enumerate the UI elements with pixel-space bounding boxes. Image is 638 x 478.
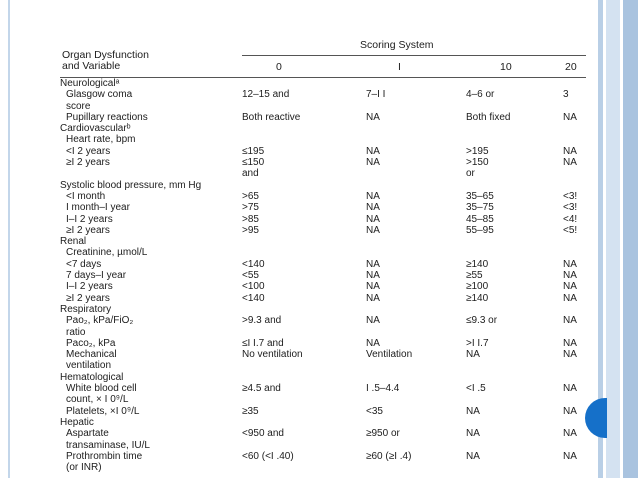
score-cell-c2: I .5–4.4 (366, 383, 400, 395)
score-cell-c2: NA (366, 213, 380, 225)
score-cell-c3: >150 (466, 157, 489, 169)
score-cell-c4: <5! (563, 224, 578, 236)
scoring-system-header: Scoring System (360, 39, 434, 51)
score-cell-c4: NA (563, 349, 577, 361)
score-cell-c2: 7–I I (366, 89, 386, 101)
score-cell-c4: NA (563, 405, 577, 417)
organ-column-header (62, 50, 149, 72)
score-cell-c1: ≤195 (242, 145, 265, 157)
table-header (60, 38, 586, 76)
score-cell-c3: NA (466, 405, 480, 417)
score-cell-c2: NA (366, 111, 380, 123)
table-row (60, 440, 586, 451)
score-cell-c4: NA (563, 157, 577, 169)
row-label: Pao₂, kPa/FiO₂ (66, 315, 134, 327)
row-label: Creatinine, µmol/L (66, 247, 148, 259)
row-label: Prothrombin time (66, 450, 143, 462)
score-cell-c1: <100 (242, 281, 265, 293)
score-cell-c3: ≥100 (466, 281, 489, 293)
score-cell-c1: <55 (242, 270, 259, 282)
score-cell-c1: >75 (242, 202, 259, 214)
score-cell-c1: and (242, 168, 259, 180)
score-cell-c1: Both reactive (242, 111, 301, 123)
score-cell-c1: No ventilation (242, 349, 303, 361)
table-row (60, 406, 586, 417)
row-label: ≥I 2 years (66, 224, 110, 236)
table-row (60, 451, 586, 462)
table-row (60, 315, 586, 326)
score-cell-c4: NA (563, 450, 577, 462)
organ-header-line2: and Variable (62, 60, 121, 72)
score-cell-c4: 3 (563, 89, 569, 101)
table-row (60, 394, 586, 405)
score-cell-c3: 35–75 (466, 202, 494, 214)
score-cell-c3: 55–95 (466, 224, 494, 236)
row-label: Hematological (60, 371, 124, 383)
score-cell-c3: NA (466, 349, 480, 361)
score-cell-c4: NA (563, 145, 577, 157)
row-label: (or INR) (66, 462, 102, 474)
table-row (60, 259, 586, 270)
table-row (60, 383, 586, 394)
row-label: ≥I 2 years (66, 157, 110, 169)
score-cell-c4: NA (563, 292, 577, 304)
score-cell-c3: ≥140 (466, 292, 489, 304)
score-cell-c3: >195 (466, 145, 489, 157)
row-label: ≥I 2 years (66, 292, 110, 304)
score-cell-c3: 4–6 or (466, 89, 495, 101)
score-cell-c1: 12–15 and (242, 89, 290, 101)
row-label: Platelets, ×I 0⁹/L (66, 405, 140, 417)
table-row (60, 134, 586, 145)
table-row (60, 101, 586, 112)
slide-border-left (8, 0, 10, 478)
score-20-header: 20 (565, 61, 577, 73)
row-label: Heart rate, bpm (66, 134, 136, 146)
table-row (60, 462, 586, 473)
score-cell-c4: NA (563, 315, 577, 327)
row-label: I month–I year (66, 202, 130, 214)
score-cell-c3: ≥55 (466, 270, 483, 282)
score-cell-c3: ≤9.3 or (466, 315, 498, 327)
row-label: Aspartate (66, 428, 109, 440)
row-label: White blood cell (66, 383, 137, 395)
table-row (60, 225, 586, 236)
slide-navigation-marker[interactable] (585, 398, 607, 438)
row-label: Respiratory (60, 303, 112, 315)
table-row (60, 236, 586, 247)
score-cell-c1: >95 (242, 224, 259, 236)
row-label: transaminase, IU/L (66, 439, 150, 451)
table-row (60, 270, 586, 281)
score-cell-c3: 45–85 (466, 213, 494, 225)
table-row (60, 281, 586, 292)
table-row (60, 214, 586, 225)
row-label: Hepatic (60, 416, 94, 428)
scoring-header-rule (242, 55, 586, 56)
table-row (60, 428, 586, 439)
table-row (60, 180, 586, 191)
score-cell-c1: >65 (242, 190, 259, 202)
score-1-header: I (398, 61, 401, 73)
score-cell-c4: <3! (563, 202, 578, 214)
score-cell-c3: <I .5 (466, 383, 486, 395)
score-cell-c2: NA (366, 258, 380, 270)
score-10-header: 10 (500, 61, 512, 73)
slide-side-stripe (623, 0, 638, 478)
score-0-header: 0 (276, 61, 282, 73)
table-row (60, 191, 586, 202)
row-label: I–I 2 years (66, 213, 113, 225)
score-cell-c2: Ventilation (366, 349, 413, 361)
score-cell-c2: NA (366, 337, 380, 349)
table-row (60, 157, 586, 168)
score-cell-c1: ≥35 (242, 405, 259, 417)
row-label: Glasgow coma (66, 89, 133, 101)
table-body (60, 78, 586, 473)
score-cell-c3: NA (466, 450, 480, 462)
row-label: Pupillary reactions (66, 111, 148, 123)
table-row (60, 89, 586, 100)
table-row (60, 304, 586, 315)
table-row (60, 78, 586, 89)
row-label: Systolic blood pressure, mm Hg (60, 179, 202, 191)
score-cell-c3: NA (466, 428, 480, 440)
row-label: 7 days–I year (66, 270, 127, 282)
table-row (60, 338, 586, 349)
score-cell-c4: NA (563, 428, 577, 440)
row-label: Cardiovascularᵇ (60, 123, 131, 135)
score-cell-c1: >85 (242, 213, 259, 225)
table-row (60, 293, 586, 304)
score-cell-c4: <4! (563, 213, 578, 225)
table-row (60, 146, 586, 157)
row-label: <I month (66, 190, 106, 202)
score-cell-c4: NA (563, 383, 577, 395)
table-row (60, 360, 586, 371)
row-label: I–I 2 years (66, 281, 113, 293)
row-label: Mechanical (66, 349, 117, 361)
score-cell-c1: ≥4.5 and (242, 383, 281, 395)
score-cell-c2: ≥60 (≥I .4) (366, 450, 412, 462)
score-cell-c4: <3! (563, 190, 578, 202)
row-label: score (66, 100, 91, 112)
table-row (60, 417, 586, 428)
score-cell-c3: or (466, 168, 475, 180)
score-cell-c1: <140 (242, 292, 265, 304)
score-cell-c2: NA (366, 281, 380, 293)
score-cell-c4: NA (563, 111, 577, 123)
score-cell-c2: NA (366, 292, 380, 304)
row-label: Neurologicalᵃ (60, 78, 120, 89)
scoring-table (60, 38, 586, 474)
row-label: <I 2 years (66, 145, 111, 157)
score-cell-c3: Both fixed (466, 111, 511, 123)
row-label: <7 days (66, 258, 102, 270)
table-row (60, 202, 586, 213)
score-cell-c2: ≥950 or (366, 428, 400, 440)
score-cell-c2: NA (366, 157, 380, 169)
score-cell-c2: NA (366, 270, 380, 282)
row-label: count, × I 0⁹/L (66, 394, 129, 406)
score-cell-c3: >I I.7 (466, 337, 489, 349)
table-row (60, 247, 586, 258)
score-cell-c2: NA (366, 202, 380, 214)
score-cell-c4: NA (563, 337, 577, 349)
score-cell-c4: NA (563, 281, 577, 293)
score-cell-c4: NA (563, 258, 577, 270)
score-cell-c1: <950 and (242, 428, 284, 440)
score-cell-c1: <60 (<I .40) (242, 450, 294, 462)
row-label: ventilation (66, 360, 112, 372)
score-cell-c1: <140 (242, 258, 265, 270)
score-cell-c2: NA (366, 224, 380, 236)
organ-header-line1: Organ Dysfunction (62, 49, 149, 61)
score-cell-c2: NA (366, 190, 380, 202)
slide-side-stripe (606, 0, 620, 478)
table-row (60, 123, 586, 134)
score-cell-c1: ≤I I.7 and (242, 337, 284, 349)
table-row (60, 327, 586, 338)
score-cell-c2: <35 (366, 405, 383, 417)
table-row (60, 168, 586, 179)
score-cell-c3: 35–65 (466, 190, 494, 202)
table-row (60, 349, 586, 360)
table-row (60, 112, 586, 123)
score-cell-c3: ≥140 (466, 258, 489, 270)
row-label: Renal (60, 236, 87, 248)
score-cell-c2: NA (366, 145, 380, 157)
table-row (60, 372, 586, 383)
row-label: Paco₂, kPa (66, 337, 116, 349)
score-cell-c2: NA (366, 315, 380, 327)
score-cell-c1: ≤150 (242, 157, 265, 169)
score-cell-c1: >9.3 and (242, 315, 282, 327)
score-cell-c4: NA (563, 270, 577, 282)
row-label: ratio (66, 326, 86, 338)
